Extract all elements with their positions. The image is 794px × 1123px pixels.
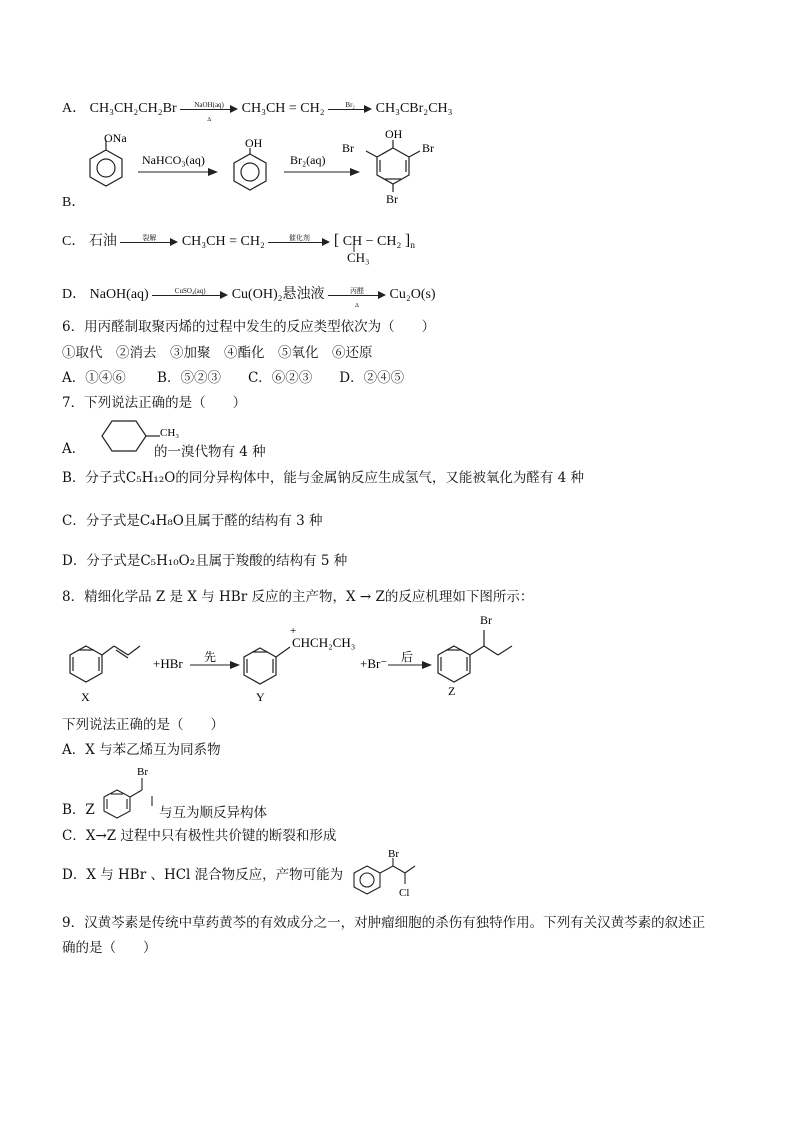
question-8-c: C．X→Z 过程中只有极性共价键的断裂和形成 bbox=[62, 828, 337, 844]
question-8-stem: 8．精细化学品 Z 是 X 与 HBr 反应的主产物，X → Z的反应机理如下图所示： bbox=[62, 589, 534, 605]
br-label: Br bbox=[386, 192, 398, 206]
ch3-label: CH₃ bbox=[160, 427, 180, 439]
br-label: Br bbox=[480, 613, 492, 627]
reagent-br-minus: +Br⁻ bbox=[360, 656, 388, 671]
option-label: C． bbox=[62, 234, 86, 249]
ona-label: ONa bbox=[104, 131, 127, 145]
question-9-line1: 9．汉黄芩素是传统中草药黄芩的有效成分之一，对肿瘤细胞的杀伤有独特作用。下列有关汉黄芩素的叙述正 bbox=[62, 915, 706, 931]
reagent-label: Br₂ bbox=[345, 100, 355, 109]
question-7-a-text: 的一溴代物有 4 种 bbox=[154, 444, 266, 460]
reagent-label: NaOH(aq) bbox=[194, 100, 224, 109]
option-label: B． bbox=[62, 195, 86, 210]
methyl-group: CH₃ bbox=[347, 250, 370, 265]
reactant: 石油 bbox=[88, 234, 117, 249]
option-label: A． bbox=[62, 101, 87, 116]
br-label: Br bbox=[137, 766, 148, 778]
oh-label: OH bbox=[245, 136, 263, 150]
reagent-label: Br₂(aq) bbox=[290, 153, 326, 167]
question-7-b: B．分子式C₅H₁₂O的同分异构体中，能与金属钠反应生成氢气，又能被氧化为醛有 4 种 bbox=[62, 470, 584, 486]
br-label: Br bbox=[342, 141, 354, 155]
oh-label: OH bbox=[385, 127, 403, 141]
question-7-stem: 7．下列说法正确的是（ ） bbox=[62, 395, 247, 411]
reagent-label: NaHCO₃(aq) bbox=[142, 153, 205, 167]
cl-label: Cl bbox=[399, 887, 410, 899]
question-9-line2: 确的是（ ） bbox=[62, 940, 157, 956]
cation-plus: + bbox=[290, 625, 297, 637]
reagent-label: 丙醛 bbox=[349, 286, 364, 295]
polymer-n: n bbox=[410, 241, 415, 251]
step-second: 后 bbox=[401, 650, 414, 664]
question-8-b-text: 与互为顺反异构体 bbox=[159, 805, 267, 821]
cation-chain: CHCH₂CH₃ bbox=[292, 635, 356, 650]
question-6-types: ①取代 ②消去 ③加聚 ④酯化 ⑤氧化 ⑥还原 bbox=[62, 345, 373, 361]
condition-label: Δ bbox=[207, 116, 212, 123]
br-label: Br bbox=[422, 141, 434, 155]
reagent-label: 催化剂 bbox=[288, 233, 310, 242]
br-label: Br bbox=[388, 848, 399, 860]
formula: CH₃CH₂CH₂Br bbox=[89, 101, 177, 116]
q5-option-c: C． 石油 裂解 CH₃CH = CH₂ 催化剂 [ CH − CH₂ ]$_n$ bbox=[62, 232, 415, 251]
option-label: B．Z bbox=[62, 802, 95, 818]
option-label: D． bbox=[62, 287, 87, 302]
polymer-unit: CH − CH₂ bbox=[342, 234, 402, 249]
step-first: 先 bbox=[204, 650, 217, 664]
question-8-sub-stem: 下列说法正确的是（ ） bbox=[62, 717, 224, 733]
reagent-hbr: +HBr bbox=[153, 656, 183, 671]
option-label: A． bbox=[62, 441, 86, 457]
reagent-label: 裂解 bbox=[142, 233, 157, 242]
question-8-a: A．X 与苯乙烯互为同系物 bbox=[62, 742, 221, 758]
reagent-label: CuSO₄(aq) bbox=[174, 286, 206, 295]
condition-label: Δ bbox=[355, 302, 359, 309]
formula: Cu(OH)₂悬浊液 bbox=[231, 287, 325, 302]
formula: CH₃CH = CH₂ bbox=[181, 234, 265, 249]
question-7-c: C．分子式是C₄H₈O且属于醛的结构有 3 种 bbox=[62, 513, 323, 529]
formula: NaOH(aq) bbox=[89, 287, 149, 302]
formula: CH₃CBr₂CH₃ bbox=[375, 101, 453, 116]
formula: Cu₂O(s) bbox=[389, 287, 436, 302]
question-8-d: D．X 与 HBr 、HCl 混合物反应，产物可能为 bbox=[62, 867, 344, 883]
question-7-d: D．分子式是C₅H₁₀O₂且属于羧酸的结构有 5 种 bbox=[62, 553, 348, 569]
question-6-options: A．①④⑥ B．⑤②③ C．⑥②③ D．②④⑤ bbox=[62, 370, 405, 386]
formula: CH₃CH = CH₂ bbox=[241, 101, 325, 116]
compound-label-z: Z bbox=[448, 684, 456, 698]
compound-label-y: Y bbox=[256, 690, 265, 704]
question-6-stem: 6．用丙醛制取聚丙烯的过程中发生的反应类型依次为（ ） bbox=[62, 319, 436, 335]
compound-label-x: X bbox=[81, 690, 90, 704]
